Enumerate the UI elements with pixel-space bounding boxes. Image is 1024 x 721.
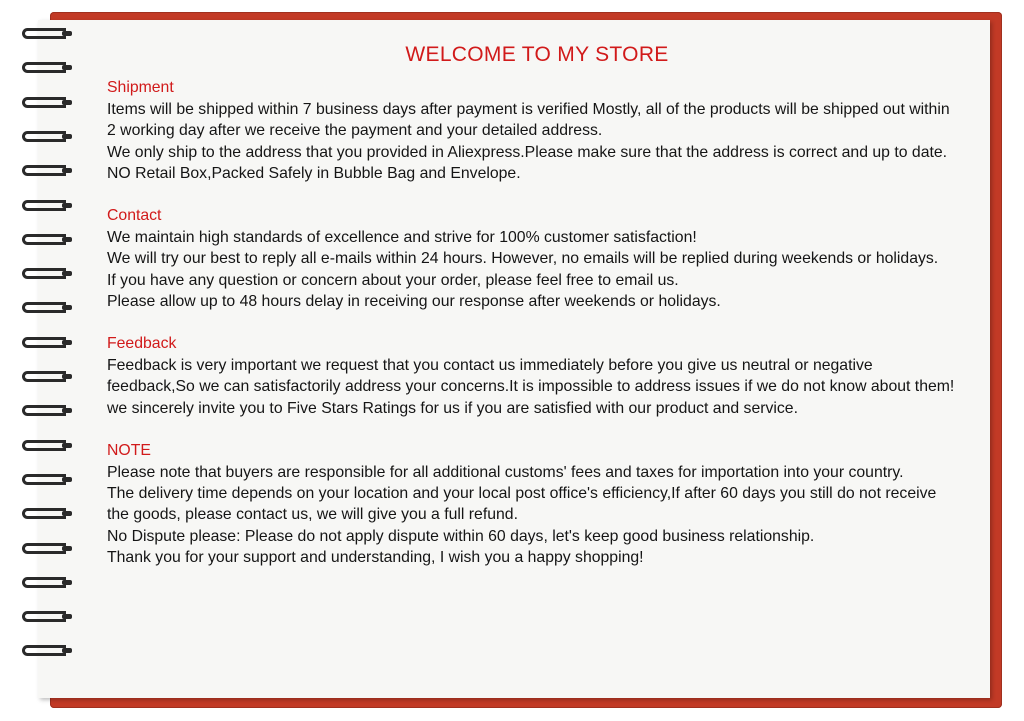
spiral-binding: [14, 28, 70, 688]
section-heading: NOTE: [107, 442, 151, 460]
section-shipment: [107, 77, 957, 184]
spiral-ring: [22, 440, 66, 451]
section-paragraph: We maintain high standards of excellence and strive for 100% customer satisfaction!: [107, 228, 697, 246]
section-heading: Contact: [107, 207, 162, 225]
section-paragraph: Items will be shipped within 7 business days after payment is verified Mostly, all of the products will be shipped out within 2 working day after we receive the payment and your detailed address.: [107, 100, 950, 140]
page-content: [107, 44, 957, 590]
spiral-ring: [22, 611, 66, 622]
spiral-ring: [22, 200, 66, 211]
spiral-ring: [22, 97, 66, 108]
page-title: WELCOME TO MY STORE: [405, 43, 669, 66]
section-paragraph: Feedback is very important we request that you contact us immediately before you give us neutral or negative feedback,So we can satisfactorily address your concerns.It is impossible to address issues if we do not know about them!: [107, 356, 955, 396]
section-paragraph: We will try our best to reply all e-mails within 24 hours. However, no emails will be replied during weekends or holidays.: [107, 250, 939, 268]
section-feedback: [107, 333, 957, 419]
spiral-ring: [22, 577, 66, 588]
section-heading: Shipment: [107, 79, 174, 97]
spiral-ring: [22, 337, 66, 348]
section-heading: Feedback: [107, 335, 177, 353]
spiral-ring: [22, 28, 66, 39]
section-note: [107, 440, 957, 568]
spiral-ring: [22, 508, 66, 519]
spiral-ring: [22, 131, 66, 142]
spiral-ring: [22, 302, 66, 313]
section-paragraph: If you have any question or concern about your order, please feel free to email us.: [107, 271, 679, 289]
section-paragraph: NO Retail Box,Packed Safely in Bubble Bag and Envelope.: [107, 165, 521, 183]
section-contact: [107, 205, 957, 312]
spiral-ring: [22, 62, 66, 73]
section-paragraph: No Dispute please: Please do not apply dispute within 60 days, let's keep good business relationship.: [107, 527, 815, 545]
spiral-ring: [22, 474, 66, 485]
spiral-ring: [22, 165, 66, 176]
section-paragraph: Please note that buyers are responsible for all additional customs' fees and taxes for importation into your country.: [107, 463, 904, 481]
section-paragraph: we sincerely invite you to Five Stars Ratings for us if you are satisfied with our product and service.: [107, 399, 798, 417]
section-paragraph: The delivery time depends on your location and your local post office's efficiency,If after 60 days you still do not receive the goods, please contact us, we will give you a full refund.: [107, 484, 937, 524]
section-paragraph: We only ship to the address that you provided in Aliexpress.Please make sure that the address is correct and up to date.: [107, 143, 948, 161]
spiral-ring: [22, 405, 66, 416]
spiral-ring: [22, 371, 66, 382]
section-paragraph: Thank you for your support and understanding, I wish you a happy shopping!: [107, 549, 644, 567]
spiral-ring: [22, 645, 66, 656]
spiral-ring: [22, 234, 66, 245]
spiral-ring: [22, 268, 66, 279]
spiral-ring: [22, 543, 66, 554]
section-paragraph: Please allow up to 48 hours delay in receiving our response after weekends or holidays.: [107, 293, 721, 311]
